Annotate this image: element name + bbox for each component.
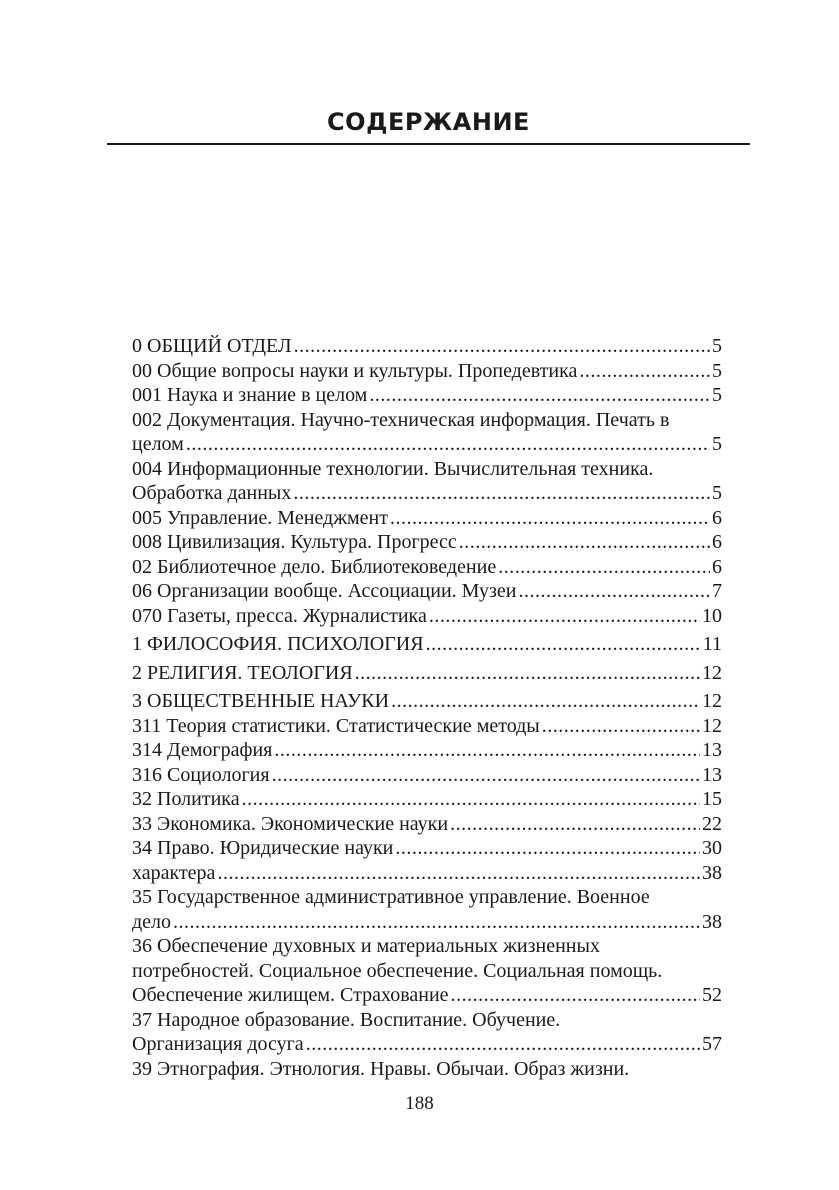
dot-leader bbox=[429, 604, 700, 629]
dot-leader bbox=[272, 763, 700, 788]
toc-entry[interactable] bbox=[132, 359, 722, 384]
toc-entry-title: 34 Право. Юридические науки bbox=[132, 837, 394, 859]
dot-leader bbox=[450, 812, 700, 837]
dot-leader bbox=[391, 689, 700, 714]
toc-entry-title: 070 Газеты, пресса. Журналистика bbox=[132, 604, 427, 627]
dot-leader bbox=[355, 661, 700, 686]
dot-leader bbox=[173, 910, 700, 935]
toc-entry-page: 5 bbox=[712, 433, 722, 455]
toc-entry-page: 6 bbox=[712, 506, 722, 529]
toc-entry[interactable] bbox=[132, 530, 722, 555]
dot-leader bbox=[426, 632, 701, 657]
toc-section[interactable] bbox=[132, 689, 722, 714]
dot-leader bbox=[294, 334, 710, 359]
toc-entry-page: 5 bbox=[712, 482, 722, 504]
toc-entry-page: 38 bbox=[702, 861, 722, 884]
toc-entry[interactable] bbox=[132, 1057, 722, 1082]
toc-entry[interactable] bbox=[132, 885, 722, 934]
toc-entry-title: 06 Организации вообще. Ассоциации. Музеи bbox=[132, 580, 517, 602]
toc-entry-page: 22 bbox=[702, 812, 722, 835]
toc-entry-title: 008 Цивилизация. Культура. Прогресс bbox=[132, 531, 457, 553]
toc-entry-title: 00 Общие вопросы науки и культуры. Пропедевтика bbox=[132, 359, 578, 382]
dot-leader bbox=[293, 481, 710, 506]
toc-entry-page: 13 bbox=[702, 739, 722, 761]
toc-entry[interactable] bbox=[132, 383, 722, 408]
toc-entry[interactable] bbox=[132, 1008, 722, 1057]
toc-entry-page: 10 bbox=[702, 604, 722, 627]
toc-entry-page: 6 bbox=[712, 555, 722, 578]
toc-entry-page: 12 bbox=[702, 714, 722, 737]
toc-entry-title: 1 ФИЛОСОФИЯ. ПСИХОЛОГИЯ bbox=[132, 633, 424, 655]
toc-entry-title: характера bbox=[132, 861, 216, 884]
page-title: СОДЕРЖАНИЕ bbox=[327, 108, 530, 136]
dot-leader bbox=[274, 738, 700, 763]
toc-entry-page: 6 bbox=[712, 531, 722, 553]
toc-entry-page: 38 bbox=[702, 910, 722, 933]
dot-leader bbox=[369, 383, 710, 408]
toc-entry-page: 5 bbox=[712, 359, 722, 382]
toc-entry[interactable] bbox=[132, 812, 722, 837]
toc-entry[interactable] bbox=[132, 714, 722, 739]
toc-entry-title: 316 Социология bbox=[132, 763, 270, 786]
toc-entry-title-line: 36 Обеспечение духовных и материальных жизненных bbox=[132, 935, 600, 957]
toc-entry-title: 0 ОБЩИЙ ОТДЕЛ bbox=[132, 335, 292, 357]
toc-entry-title: 3 ОБЩЕСТВЕННЫЕ НАУКИ bbox=[132, 690, 390, 712]
toc-entry[interactable] bbox=[132, 579, 722, 604]
toc-entry-title: 02 Библиотечное дело. Библиотековедение bbox=[132, 555, 497, 578]
toc-entry-page: 15 bbox=[702, 788, 722, 810]
dot-leader bbox=[395, 836, 700, 861]
toc-entry-title: 001 Наука и знание в целом bbox=[132, 384, 368, 406]
toc-entry[interactable] bbox=[132, 836, 722, 861]
toc-entry[interactable] bbox=[132, 457, 722, 506]
toc-entry-page: 12 bbox=[702, 690, 722, 712]
toc-entry[interactable] bbox=[132, 787, 722, 812]
page-number: 188 bbox=[405, 1093, 434, 1114]
toc-entry-title-line: Обеспечение жилищем. Страхование bbox=[132, 984, 449, 1006]
dot-leader bbox=[542, 714, 700, 739]
toc-entry[interactable] bbox=[132, 555, 722, 580]
toc-entry[interactable] bbox=[132, 408, 722, 457]
dot-leader bbox=[242, 787, 700, 812]
toc-entry[interactable] bbox=[132, 934, 722, 1008]
dot-leader bbox=[390, 506, 710, 531]
dot-leader bbox=[451, 983, 700, 1008]
toc-entry-page: 12 bbox=[702, 661, 722, 684]
dot-leader bbox=[579, 359, 710, 384]
toc-entry-title-line: потребностей. Социальное обеспечение. Социальная помощь. bbox=[132, 959, 663, 982]
toc-entry-title: 005 Управление. Менеджмент bbox=[132, 506, 388, 529]
toc-entry-title-line: 35 Государственное административное управление. Военное bbox=[132, 886, 650, 908]
table-of-contents bbox=[132, 334, 722, 1081]
toc-entry[interactable] bbox=[132, 861, 722, 886]
toc-entry-title: 314 Демография bbox=[132, 739, 273, 761]
dot-leader bbox=[459, 530, 710, 555]
toc-entry-page: 5 bbox=[712, 384, 722, 406]
dot-leader bbox=[518, 579, 710, 604]
toc-entry-page: 7 bbox=[712, 580, 722, 602]
toc-entry-title: 32 Политика bbox=[132, 788, 240, 810]
toc-entry[interactable] bbox=[132, 763, 722, 788]
toc-entry-title-line: целом bbox=[132, 433, 184, 455]
toc-entry-title-line: дело bbox=[132, 910, 172, 933]
toc-entry-title-line: 004 Информационные технологии. Вычислительная техника. bbox=[132, 457, 654, 480]
toc-section[interactable] bbox=[132, 632, 722, 657]
toc-entry-page: 57 bbox=[702, 1033, 722, 1055]
toc-entry-title: 39 Этнография. Этнология. Нравы. Обычаи. Образ жизни. bbox=[132, 1057, 630, 1080]
toc-entry[interactable] bbox=[132, 506, 722, 531]
toc-entry-title-line: 37 Народное образование. Воспитание. Обучение. bbox=[132, 1008, 561, 1031]
toc-entry-title: 2 РЕЛИГИЯ. ТЕОЛОГИЯ bbox=[132, 661, 353, 684]
toc-entry-title-line: Обработка данных bbox=[132, 482, 292, 504]
toc-entry-page: 11 bbox=[702, 633, 722, 655]
toc-entry-title: 33 Экономика. Экономические науки bbox=[132, 812, 449, 835]
toc-entry-page: 52 bbox=[702, 984, 722, 1006]
dot-leader bbox=[306, 1032, 700, 1057]
toc-entry-page: 13 bbox=[702, 763, 722, 786]
dot-leader bbox=[498, 555, 710, 580]
title-underline bbox=[107, 143, 750, 145]
toc-entry-page: 30 bbox=[702, 837, 722, 859]
toc-entry-page: 5 bbox=[712, 335, 722, 357]
dot-leader bbox=[186, 432, 710, 457]
toc-entry[interactable] bbox=[132, 604, 722, 629]
dot-leader bbox=[217, 861, 700, 886]
toc-entry-title-line: 002 Документация. Научно-техническая информация. Печать в bbox=[132, 408, 670, 431]
toc-entry[interactable] bbox=[132, 334, 722, 359]
toc-section[interactable] bbox=[132, 661, 722, 686]
toc-entry-title-line: Организация досуга bbox=[132, 1033, 304, 1055]
toc-entry[interactable] bbox=[132, 738, 722, 763]
toc-entry-title: 311 Теория статистики. Статистические методы bbox=[132, 714, 540, 737]
